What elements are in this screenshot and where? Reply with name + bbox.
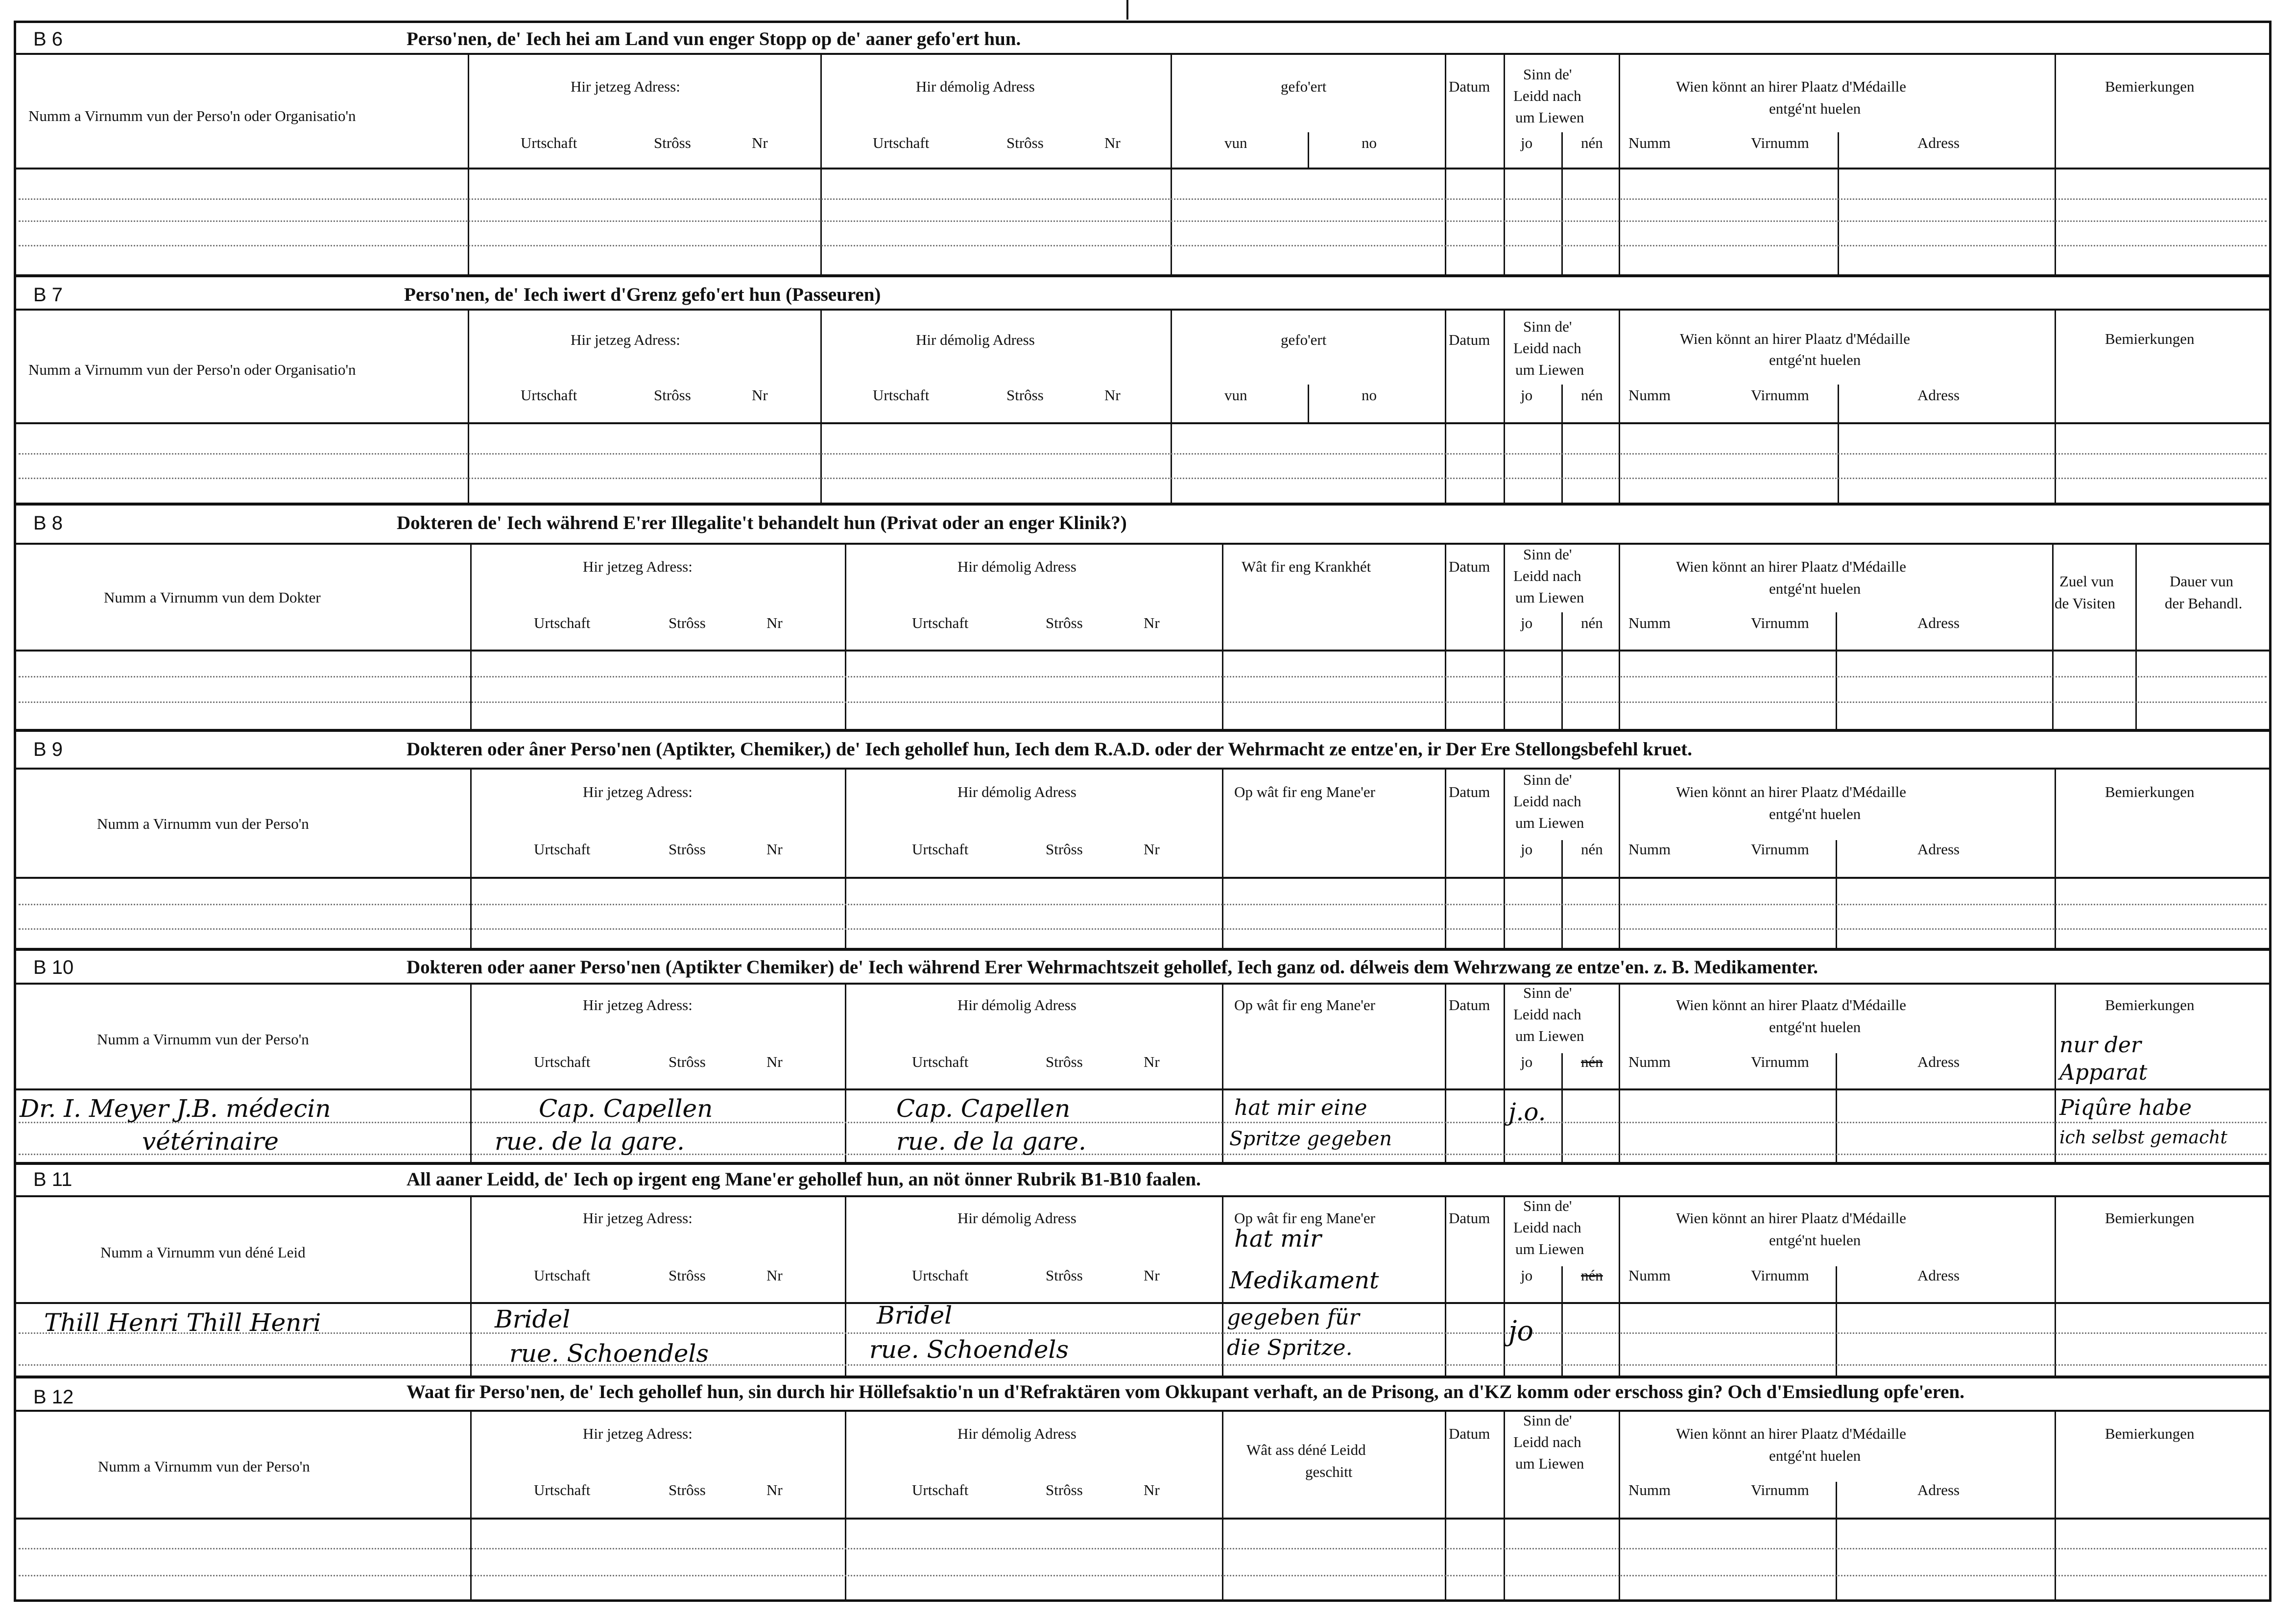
section-code: B 11 bbox=[33, 1169, 72, 1190]
hand-manner-2: Spritze gegeben bbox=[1229, 1128, 1392, 1150]
col-remarks: Bemierkungen bbox=[2105, 78, 2195, 95]
hand-remark-header-2: Apparat bbox=[2059, 1060, 2148, 1085]
hand-name: Thill Henri Thill Henri bbox=[44, 1308, 321, 1337]
col-no: nén bbox=[1581, 134, 1603, 151]
col-locality: Urtschaft bbox=[873, 386, 930, 404]
col-name: Numm a Virnumm vun dem Dokter bbox=[104, 589, 321, 606]
col-street: Strôss bbox=[1046, 1481, 1083, 1498]
col-line bbox=[1504, 1195, 1505, 1376]
col-what-2: geschitt bbox=[1305, 1463, 1353, 1480]
sub-line bbox=[1561, 1053, 1563, 1162]
sub-line bbox=[1561, 385, 1563, 503]
section-title: Dokteren oder aaner Perso'nen (Aptikter Chemiker) de' Iech während Erer Wehrmachtszeit gehollef, Iech ganz od. délweis dem Wehrzwang ze entze'en. z. B. Medikamenter. bbox=[407, 957, 1818, 978]
sub-line bbox=[1561, 132, 1563, 274]
col-yes: jo bbox=[1521, 1267, 1533, 1284]
col-former-address: Hir démolig Adress bbox=[957, 783, 1076, 800]
col-line bbox=[1445, 1195, 1446, 1376]
col-risk-2: Leidd nach bbox=[1513, 1006, 1581, 1023]
col-locality: Urtschaft bbox=[912, 1481, 969, 1498]
col-line bbox=[1171, 309, 1172, 503]
col-locality: Urtschaft bbox=[534, 1267, 591, 1284]
rule bbox=[14, 877, 2272, 879]
section-title: Perso'nen, de' Iech hei am Land vun enger Stopp op de' aaner gefo'ert hun. bbox=[407, 28, 1021, 49]
col-medal-address: Adress bbox=[1917, 1481, 1960, 1498]
col-line bbox=[2055, 1410, 2056, 1602]
col-number: Nr bbox=[1144, 1053, 1160, 1070]
section-code: B 7 bbox=[33, 284, 63, 306]
sub-line bbox=[1561, 840, 1563, 948]
col-line bbox=[470, 983, 472, 1162]
col-name: Numm a Virnumm vun der Perso'n oder Organisatio'n bbox=[28, 107, 356, 124]
rule bbox=[14, 1162, 2272, 1165]
sub-line bbox=[1836, 1053, 1837, 1162]
col-risk-1: Sinn de' bbox=[1523, 984, 1572, 1001]
col-line bbox=[468, 309, 469, 503]
hand-current-1: Cap. Capellen bbox=[539, 1094, 713, 1123]
col-visits-1: Zuel vun bbox=[2059, 573, 2114, 590]
col-remarks: Bemierkungen bbox=[2105, 783, 2195, 800]
hand-former-1: Bridel bbox=[877, 1301, 953, 1329]
col-locality: Urtschaft bbox=[912, 1267, 969, 1284]
col-current-address: Hir jetzeg Adress: bbox=[583, 558, 693, 575]
col-duration-1: Dauer vun bbox=[2170, 573, 2233, 590]
col-line bbox=[470, 768, 472, 948]
col-line bbox=[820, 53, 822, 274]
hand-current-2: rue. de la gare. bbox=[495, 1127, 685, 1156]
col-street: Strôss bbox=[1046, 1267, 1083, 1284]
col-locality: Urtschaft bbox=[521, 386, 577, 404]
col-medal-1: Wien könnt an hirer Plaatz d'Médaille bbox=[1676, 996, 1907, 1014]
rule bbox=[14, 768, 2272, 770]
col-remarks: Bemierkungen bbox=[2105, 996, 2195, 1014]
col-number: Nr bbox=[1144, 1267, 1160, 1284]
col-number: Nr bbox=[1144, 841, 1160, 858]
col-number: Nr bbox=[1104, 134, 1121, 151]
col-remarks: Bemierkungen bbox=[2105, 330, 2195, 347]
col-line bbox=[845, 1195, 846, 1376]
hand-name-1: Dr. I. Meyer J.B. médecin bbox=[20, 1094, 331, 1123]
col-risk-3: um Liewen bbox=[1515, 589, 1584, 606]
col-medal-address: Adress bbox=[1917, 386, 1960, 404]
section-code: B 9 bbox=[33, 739, 63, 760]
col-line bbox=[1222, 768, 1223, 948]
col-line bbox=[1445, 983, 1446, 1162]
col-date: Datum bbox=[1449, 783, 1490, 800]
col-line bbox=[2055, 1195, 2056, 1376]
col-to: no bbox=[1362, 134, 1377, 151]
col-yes: jo bbox=[1521, 614, 1533, 631]
col-street: Strôss bbox=[669, 1267, 706, 1284]
col-risk-2: Leidd nach bbox=[1513, 1433, 1581, 1450]
col-medal-1: Wien könnt an hirer Plaatz d'Médaille bbox=[1676, 1425, 1907, 1442]
hand-manner-2: Medikament bbox=[1229, 1267, 1379, 1294]
col-street: Strôss bbox=[1046, 1053, 1083, 1070]
sub-line bbox=[1561, 1266, 1563, 1376]
col-medal-address: Adress bbox=[1917, 1267, 1960, 1284]
col-date: Datum bbox=[1449, 558, 1490, 575]
col-medal-1: Wien könnt an hirer Plaatz d'Médaille bbox=[1680, 330, 1911, 347]
col-risk-2: Leidd nach bbox=[1513, 87, 1581, 104]
col-yes: jo bbox=[1521, 1053, 1533, 1070]
col-manner: Op wât fir eng Mane'er bbox=[1234, 1209, 1375, 1227]
hand-yes-mark: j.o. bbox=[1508, 1098, 1546, 1126]
col-medal-address: Adress bbox=[1917, 134, 1960, 151]
fill-line bbox=[19, 245, 2267, 246]
col-current-address: Hir jetzeg Adress: bbox=[583, 1209, 693, 1227]
hand-remark-header-1: nur der bbox=[2059, 1033, 2141, 1058]
col-medal-address: Adress bbox=[1917, 841, 1960, 858]
rule bbox=[14, 1518, 2272, 1520]
col-medal-1: Wien könnt an hirer Plaatz d'Médaille bbox=[1676, 1209, 1907, 1227]
col-number: Nr bbox=[766, 614, 783, 631]
col-line bbox=[845, 983, 846, 1162]
section-code: B 6 bbox=[33, 28, 63, 50]
col-line bbox=[845, 768, 846, 948]
col-medal-surname: Numm bbox=[1628, 1267, 1671, 1284]
col-number: Nr bbox=[1144, 1481, 1160, 1498]
col-name: Numm a Virnumm vun der Perso'n oder Organisatio'n bbox=[28, 361, 356, 378]
col-line bbox=[1445, 1410, 1446, 1602]
col-number: Nr bbox=[766, 841, 783, 858]
col-medal-2: entgé'nt huelen bbox=[1769, 1447, 1861, 1464]
col-risk-2: Leidd nach bbox=[1513, 1219, 1581, 1236]
col-medal-2: entgé'nt huelen bbox=[1769, 351, 1861, 368]
col-locality: Urtschaft bbox=[534, 1053, 591, 1070]
fill-line bbox=[19, 453, 2267, 455]
col-line bbox=[1504, 53, 1505, 274]
col-medal-firstname: Virnumm bbox=[1751, 386, 1809, 404]
col-line bbox=[1619, 1410, 1620, 1602]
col-medal-firstname: Virnumm bbox=[1751, 841, 1809, 858]
col-current-address: Hir jetzeg Adress: bbox=[583, 996, 693, 1014]
hand-yes-mark: jo bbox=[1508, 1315, 1534, 1347]
hand-former-1: Cap. Capellen bbox=[896, 1094, 1071, 1123]
rule bbox=[14, 168, 2272, 169]
section-title: Dokteren oder âner Perso'nen (Aptikter, Chemiker,) de' Iech gehollef hun, Iech dem R.A.D. oder der Wehrmacht ze entze'en, ir Der Ere Stellongsbefehl kruet. bbox=[407, 739, 1693, 760]
col-risk-1: Sinn de' bbox=[1523, 318, 1572, 335]
col-line bbox=[470, 543, 472, 729]
sub-line bbox=[1308, 132, 1309, 168]
sub-line bbox=[1561, 612, 1563, 729]
sub-line bbox=[1836, 1482, 1837, 1602]
col-line bbox=[1171, 53, 1172, 274]
col-line bbox=[1445, 543, 1446, 729]
col-name: Numm a Virnumm vun déné Leid bbox=[100, 1244, 306, 1261]
col-number: Nr bbox=[752, 386, 768, 404]
fill-line bbox=[19, 1575, 2267, 1576]
fill-line bbox=[19, 1122, 2267, 1123]
col-line bbox=[1619, 1195, 1620, 1376]
col-line bbox=[470, 1195, 472, 1376]
col-medal-1: Wien könnt an hirer Plaatz d'Médaille bbox=[1676, 783, 1907, 800]
col-medal-surname: Numm bbox=[1628, 841, 1671, 858]
col-locality: Urtschaft bbox=[534, 841, 591, 858]
col-line bbox=[1222, 543, 1223, 729]
col-number: Nr bbox=[1144, 614, 1160, 631]
col-street: Strôss bbox=[1046, 841, 1083, 858]
col-no: nén bbox=[1581, 386, 1603, 404]
col-former-address: Hir démolig Adress bbox=[957, 558, 1076, 575]
col-medal-address: Adress bbox=[1917, 614, 1960, 631]
rule bbox=[14, 1376, 2272, 1378]
top-edge-mark bbox=[1126, 0, 1128, 20]
col-no-struck: nén bbox=[1581, 1267, 1603, 1284]
col-risk-1: Sinn de' bbox=[1523, 1197, 1572, 1214]
col-number: Nr bbox=[766, 1053, 783, 1070]
col-current-address: Hir jetzeg Adress: bbox=[571, 331, 680, 348]
rule bbox=[14, 53, 2272, 55]
col-line bbox=[1504, 543, 1505, 729]
section-title: All aaner Leidd, de' Iech op irgent eng Mane'er gehollef hun, an nöt önner Rubrik B1-B10 faalen. bbox=[407, 1169, 1201, 1190]
rule bbox=[14, 1302, 2272, 1304]
col-line bbox=[1504, 309, 1505, 503]
col-name: Numm a Virnumm vun der Perso'n bbox=[97, 1031, 309, 1048]
col-line bbox=[1222, 983, 1223, 1162]
col-remarks: Bemierkungen bbox=[2105, 1425, 2195, 1442]
col-risk-2: Leidd nach bbox=[1513, 793, 1581, 810]
col-date: Datum bbox=[1449, 1209, 1490, 1227]
col-from: vun bbox=[1224, 134, 1247, 151]
col-name: Numm a Virnumm vun der Perso'n bbox=[98, 1458, 310, 1475]
col-medal-address: Adress bbox=[1917, 1053, 1960, 1070]
col-medal-1: Wien könnt an hirer Plaatz d'Médaille bbox=[1676, 558, 1907, 575]
col-risk-3: um Liewen bbox=[1515, 1455, 1584, 1472]
fill-line bbox=[19, 701, 2267, 703]
col-line bbox=[1619, 53, 1620, 274]
col-risk-1: Sinn de' bbox=[1523, 546, 1572, 563]
col-transported: gefo'ert bbox=[1281, 78, 1327, 95]
sub-line bbox=[1836, 1266, 1837, 1376]
col-no: nén bbox=[1581, 614, 1603, 631]
col-former-address: Hir démolig Adress bbox=[957, 1425, 1076, 1442]
rule bbox=[14, 309, 2272, 311]
col-medal-firstname: Virnumm bbox=[1751, 1267, 1809, 1284]
rule bbox=[14, 1195, 2272, 1197]
col-date: Datum bbox=[1449, 1425, 1490, 1442]
col-yes: jo bbox=[1521, 386, 1533, 404]
col-medal-2: entgé'nt huelen bbox=[1769, 100, 1861, 117]
col-medal-firstname: Virnumm bbox=[1751, 1053, 1809, 1070]
sub-line bbox=[1838, 385, 1839, 503]
col-line bbox=[2052, 543, 2054, 729]
col-line bbox=[845, 543, 846, 729]
fill-line bbox=[19, 676, 2267, 677]
col-risk-1: Sinn de' bbox=[1523, 771, 1572, 788]
col-risk-3: um Liewen bbox=[1515, 814, 1584, 831]
hand-former-2: rue. Schoendels bbox=[869, 1335, 1069, 1364]
col-visits-2: de Visiten bbox=[2055, 595, 2116, 612]
col-locality: Urtschaft bbox=[912, 841, 969, 858]
col-medal-firstname: Virnumm bbox=[1751, 614, 1809, 631]
rule bbox=[14, 274, 2272, 277]
col-former-address: Hir démolig Adress bbox=[957, 996, 1076, 1014]
rule bbox=[14, 729, 2272, 732]
col-duration-2: der Behandl. bbox=[2165, 595, 2243, 612]
col-street: Strôss bbox=[1006, 134, 1044, 151]
col-current-address: Hir jetzeg Adress: bbox=[583, 783, 693, 800]
col-former-address: Hir démolig Adress bbox=[916, 78, 1035, 95]
fill-line bbox=[19, 478, 2267, 479]
col-risk-3: um Liewen bbox=[1515, 1027, 1584, 1044]
fill-line bbox=[19, 1332, 2267, 1334]
sub-line bbox=[1836, 612, 1837, 729]
col-medal-2: entgé'nt huelen bbox=[1769, 580, 1861, 597]
section-title: Perso'nen, de' Iech iwert d'Grenz gefo'ert hun (Passeuren) bbox=[404, 284, 881, 305]
col-name: Numm a Virnumm vun der Perso'n bbox=[97, 815, 309, 832]
col-line bbox=[1504, 768, 1505, 948]
col-current-address: Hir jetzeg Adress: bbox=[583, 1425, 693, 1442]
col-yes: jo bbox=[1521, 841, 1533, 858]
col-risk-3: um Liewen bbox=[1515, 1240, 1584, 1257]
col-former-address: Hir démolig Adress bbox=[957, 1209, 1076, 1227]
col-street: Strôss bbox=[1006, 386, 1044, 404]
section-title: Dokteren de' Iech während E'rer Illegalite't behandelt hun (Privat oder an enger Klinik?) bbox=[397, 512, 1127, 533]
col-line bbox=[845, 1410, 846, 1602]
hand-manner-3: gegeben für bbox=[1227, 1305, 1360, 1330]
col-from: vun bbox=[1224, 386, 1247, 404]
col-medal-surname: Numm bbox=[1628, 134, 1671, 151]
col-risk-2: Leidd nach bbox=[1513, 567, 1581, 584]
col-risk-1: Sinn de' bbox=[1523, 66, 1572, 83]
col-medal-2: entgé'nt huelen bbox=[1769, 805, 1861, 822]
col-locality: Urtschaft bbox=[873, 134, 930, 151]
col-medal-firstname: Virnumm bbox=[1751, 134, 1809, 151]
col-no: nén bbox=[1581, 841, 1603, 858]
col-risk-3: um Liewen bbox=[1515, 109, 1584, 126]
col-line bbox=[1504, 1410, 1505, 1602]
col-street: Strôss bbox=[654, 134, 691, 151]
col-number: Nr bbox=[752, 134, 768, 151]
col-line bbox=[1445, 309, 1446, 503]
col-street: Strôss bbox=[669, 1481, 706, 1498]
col-illness: Wât fir eng Krankhét bbox=[1242, 558, 1371, 575]
sub-line bbox=[1836, 840, 1837, 948]
col-medal-2: entgé'nt huelen bbox=[1769, 1018, 1861, 1036]
fill-line bbox=[19, 1364, 2267, 1366]
col-locality: Urtschaft bbox=[912, 1053, 969, 1070]
hand-name-2: vétérinaire bbox=[142, 1127, 279, 1156]
col-line bbox=[2055, 53, 2056, 274]
col-line bbox=[1222, 1195, 1223, 1376]
rule bbox=[14, 543, 2272, 545]
section-code: B 10 bbox=[33, 957, 74, 978]
section-code: B 8 bbox=[33, 512, 63, 534]
fill-line bbox=[19, 220, 2267, 222]
hand-current-1: Bridel bbox=[495, 1305, 571, 1333]
rule bbox=[14, 1088, 2272, 1090]
sub-line bbox=[1308, 385, 1309, 422]
col-medal-firstname: Virnumm bbox=[1751, 1481, 1809, 1498]
col-line bbox=[1619, 983, 1620, 1162]
hand-current-2: rue. Schoendels bbox=[509, 1339, 709, 1368]
col-number: Nr bbox=[766, 1267, 783, 1284]
section-title: Waat fir Perso'nen, de' Iech gehollef hun, sin durch hir Höllefsaktio'n un d'Refraktären vom Okkupant verhaft, an de Prisong, an d'KZ komm oder erschoss gin? Och d'Emsiedlung opfe'eren. bbox=[407, 1381, 1964, 1402]
col-risk-1: Sinn de' bbox=[1523, 1412, 1572, 1429]
col-to: no bbox=[1362, 386, 1377, 404]
col-line bbox=[470, 1410, 472, 1602]
col-street: Strôss bbox=[669, 841, 706, 858]
col-line bbox=[1504, 983, 1505, 1162]
hand-remark-2: ich selbst gemacht bbox=[2059, 1128, 2227, 1148]
col-street: Strôss bbox=[669, 1053, 706, 1070]
sub-line bbox=[1838, 132, 1839, 274]
col-medal-surname: Numm bbox=[1628, 386, 1671, 404]
hand-former-2: rue. de la gare. bbox=[896, 1127, 1086, 1156]
col-street: Strôss bbox=[1046, 614, 1083, 631]
col-medal-1: Wien könnt an hirer Plaatz d'Médaille bbox=[1676, 78, 1907, 95]
col-manner: Op wât fir eng Mane'er bbox=[1234, 783, 1375, 800]
col-line bbox=[2055, 983, 2056, 1162]
col-line bbox=[1222, 1410, 1223, 1602]
fill-line bbox=[19, 198, 2267, 200]
col-risk-3: um Liewen bbox=[1515, 361, 1584, 378]
col-street: Strôss bbox=[669, 614, 706, 631]
col-risk-2: Leidd nach bbox=[1513, 339, 1581, 357]
rule bbox=[14, 650, 2272, 652]
col-remarks: Bemierkungen bbox=[2105, 1209, 2195, 1227]
col-locality: Urtschaft bbox=[912, 614, 969, 631]
col-medal-surname: Numm bbox=[1628, 614, 1671, 631]
col-line bbox=[820, 309, 822, 503]
hand-manner-4: die Spritze. bbox=[1227, 1335, 1353, 1360]
col-manner: Op wât fir eng Mane'er bbox=[1234, 996, 1375, 1014]
col-line bbox=[1619, 768, 1620, 948]
col-line bbox=[2055, 309, 2056, 503]
col-date: Datum bbox=[1449, 78, 1490, 95]
rule bbox=[14, 983, 2272, 985]
col-former-address: Hir démolig Adress bbox=[916, 331, 1035, 348]
col-date: Datum bbox=[1449, 331, 1490, 348]
col-medal-surname: Numm bbox=[1628, 1053, 1671, 1070]
col-line bbox=[468, 53, 469, 274]
col-line bbox=[1445, 768, 1446, 948]
col-medal-surname: Numm bbox=[1628, 1481, 1671, 1498]
col-yes: jo bbox=[1521, 134, 1533, 151]
col-locality: Urtschaft bbox=[521, 134, 577, 151]
rule bbox=[14, 948, 2272, 951]
col-current-address: Hir jetzeg Adress: bbox=[571, 78, 680, 95]
col-what-1: Wât ass déné Leidd bbox=[1246, 1441, 1366, 1458]
col-line bbox=[2055, 768, 2056, 948]
hand-manner-1: hat mir bbox=[1234, 1225, 1321, 1253]
col-line bbox=[1619, 309, 1620, 503]
col-number: Nr bbox=[766, 1481, 783, 1498]
section-code: B 12 bbox=[33, 1386, 74, 1408]
col-date: Datum bbox=[1449, 996, 1490, 1014]
col-line bbox=[2135, 543, 2137, 729]
col-medal-2: entgé'nt huelen bbox=[1769, 1232, 1861, 1249]
col-locality: Urtschaft bbox=[534, 1481, 591, 1498]
rule bbox=[14, 1410, 2272, 1412]
col-no-struck: nén bbox=[1581, 1053, 1603, 1070]
fill-line bbox=[19, 928, 2267, 930]
fill-line bbox=[19, 904, 2267, 905]
col-line bbox=[1619, 543, 1620, 729]
col-transported: gefo'ert bbox=[1281, 331, 1327, 348]
fill-line bbox=[19, 1154, 2267, 1155]
rule bbox=[14, 503, 2272, 506]
hand-remark-1: Piqûre habe bbox=[2059, 1095, 2192, 1120]
fill-line bbox=[19, 1548, 2267, 1549]
col-number: Nr bbox=[1104, 386, 1121, 404]
col-street: Strôss bbox=[654, 386, 691, 404]
col-locality: Urtschaft bbox=[534, 614, 591, 631]
hand-manner-1: hat mir eine bbox=[1234, 1095, 1367, 1120]
rule bbox=[14, 422, 2272, 424]
col-line bbox=[1445, 53, 1446, 274]
